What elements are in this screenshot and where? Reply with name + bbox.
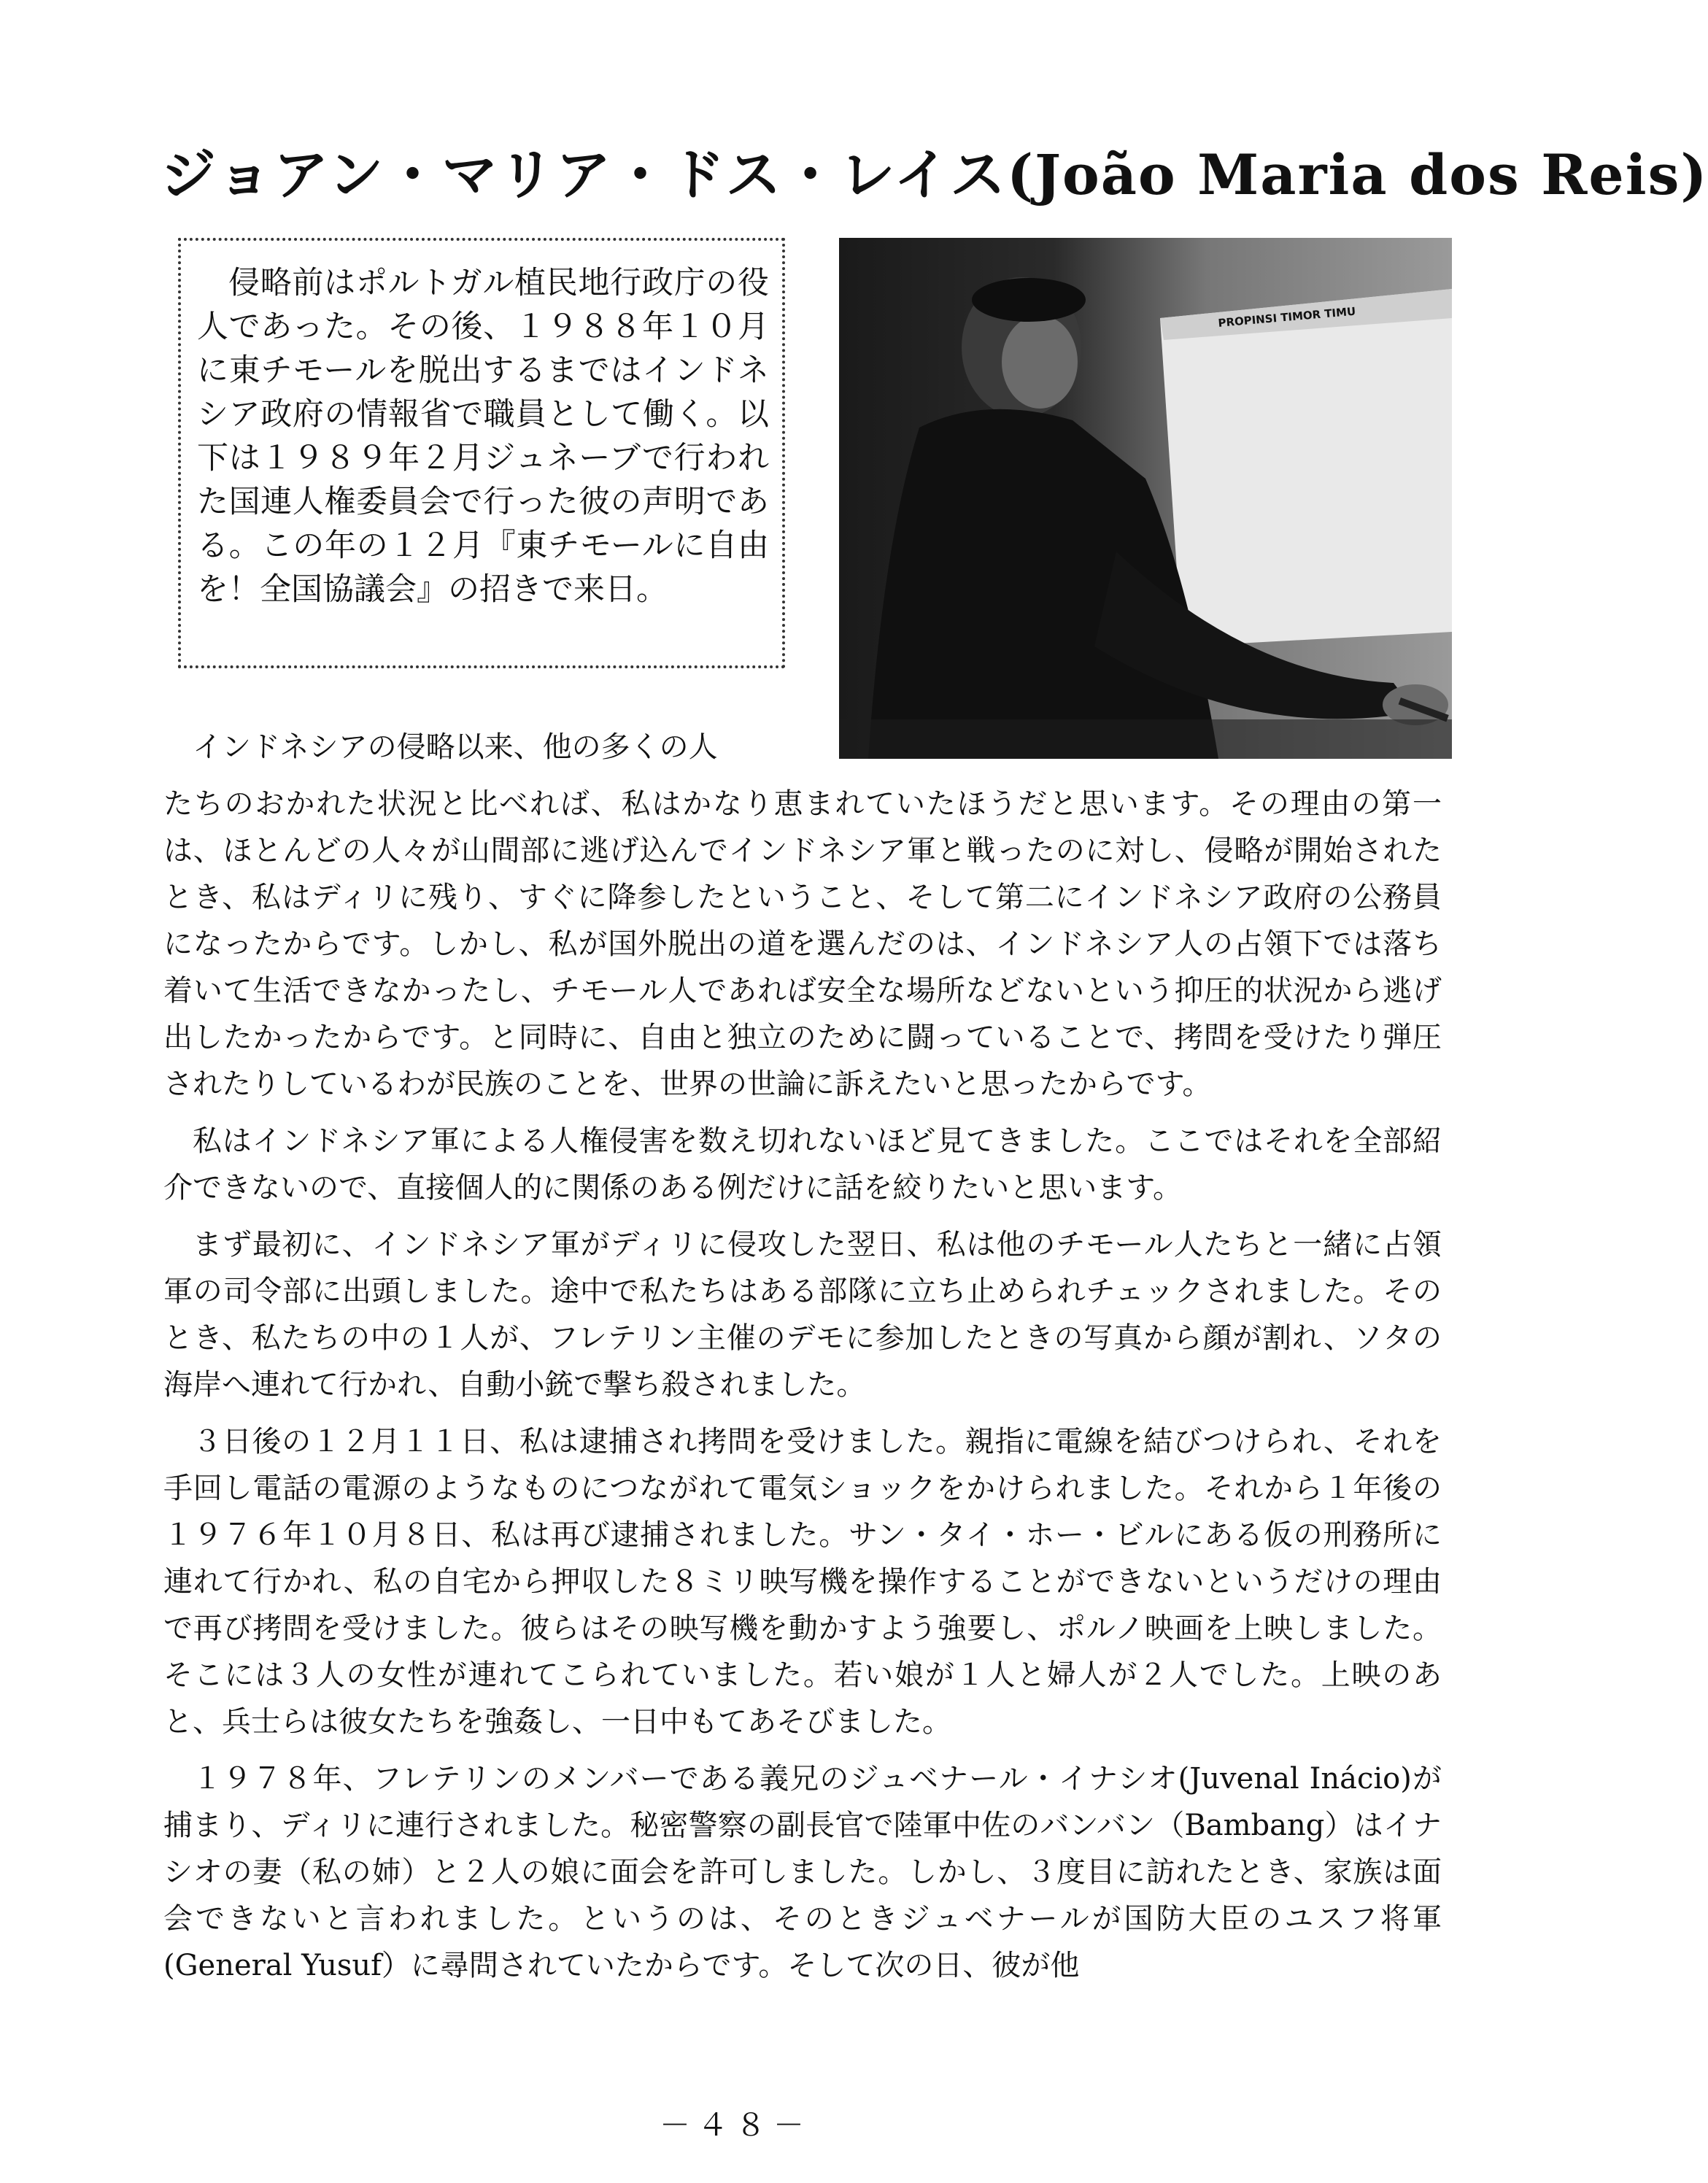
paragraph-3: まず最初に、インドネシア軍がディリに侵攻した翌日、私は他のチモール人たちと一緒に占領軍の司令部に出頭しました。途中で私たちはある部隊に立ち止められチェックされました。そのとき、私たちの中の１人が、フレテリン主催のデモに参加したときの写真から顔が割れ、ソタの海岸へ連れて行かれ、自動小銃で撃ち殺されました。 [163, 1228, 1442, 1402]
paragraph-4: ３日後の１２月１１日、私は逮捕され拷問を受けました。親指に電線を結びつけられ、それを手回し電話の電源のようなものにつながれて電気ショックをかけられました。それから１年後の１９７６年１０月８日、私は再び逮捕されました。サン・タイ・ホー・ビルにある仮の刑務所に連れて行かれ、私の自宅から押収した８ミリ映写機を操作することができないというだけの理由で再び拷問を受けました。彼らはその映写機を動かすよう強要し、ポルノ映画を上映しました。そこには３人の女性が連れてこられていました。若い娘が１人と婦人が２人でした。上映のあと、兵士らは彼女たちを強姦し、一日中もてあそびました。 [163, 1425, 1442, 1739]
paragraph-1-lead: インドネシアの侵略以来、他の多くの人 [193, 730, 718, 764]
article-title: ジョアン・マリア・ドス・レイス(João Maria dos Reis) [161, 142, 1708, 207]
paragraph-2: 私はインドネシア軍による人権侵害を数え切れないほど見てきました。ここではそれを全部紹介できないので、直接個人的に関係のある例だけに話を絞りたいと思います。 [163, 1124, 1442, 1205]
portrait-photo [839, 238, 1452, 759]
paragraph-1: たちのおかれた状況と比べれば、私はかなり恵まれていたほうだと思います。その理由の第一は、ほとんどの人々が山間部に逃げ込んでインドネシア軍と戦ったのに対し、侵略が開始されたとき、私はディリに残り、すぐに降参したということ、そして第二にインドネシア政府の公務員になったからです。しかし、私が国外脱出の道を選んだのは、インドネシア人の占領下では落ち着いて生活できなかったし、チモール人であれば安全な場所などないという抑圧的状況から逃げ出したかったからです。と同時に、自由と独立のために闘っていることで、拷問を受けたり弾圧されたりしているわが民族のことを、世界の世論に訴えたいと思ったからです。 [163, 787, 1442, 1101]
map-board [1160, 289, 1452, 646]
bio-box [178, 238, 785, 668]
portrait-photo-image [839, 238, 1452, 759]
statement-body [163, 724, 1442, 1999]
bio-text: 侵略前はポルトガル植民地行政庁の役人であった。その後、１９８８年１０月に東チモールを脱出するまではインドネシア政府の情報省で職員として働く。以下は１９８９年２月ジュネーブで行われた国連人権委員会で行った彼の声明である。この年の１２月『東チモールに自由を！全国協議会』の招きで来日。 [197, 265, 769, 608]
map-sign-text: PROPINSI TIMOR TIMU [1217, 304, 1356, 330]
page-number: －４８－ [659, 2107, 811, 2143]
paragraph-5: １９７８年、フレテリンのメンバーである義兄のジュベナール・イナシオ(Juvenal Inácio)が捕まり、ディリに連行されました。秘密警察の副長官で陸軍中佐のバンバン（Bambang）はイナシオの妻（私の姉）と２人の娘に面会を許可しました。しかし、３度目に訪れたとき、家族は面会できないと言われました。というのは、そのときジュベナールが国防大臣のユスフ将軍(General Yusuf）に尋問されていたからです。そして次の日、彼が他 [163, 1762, 1442, 1982]
